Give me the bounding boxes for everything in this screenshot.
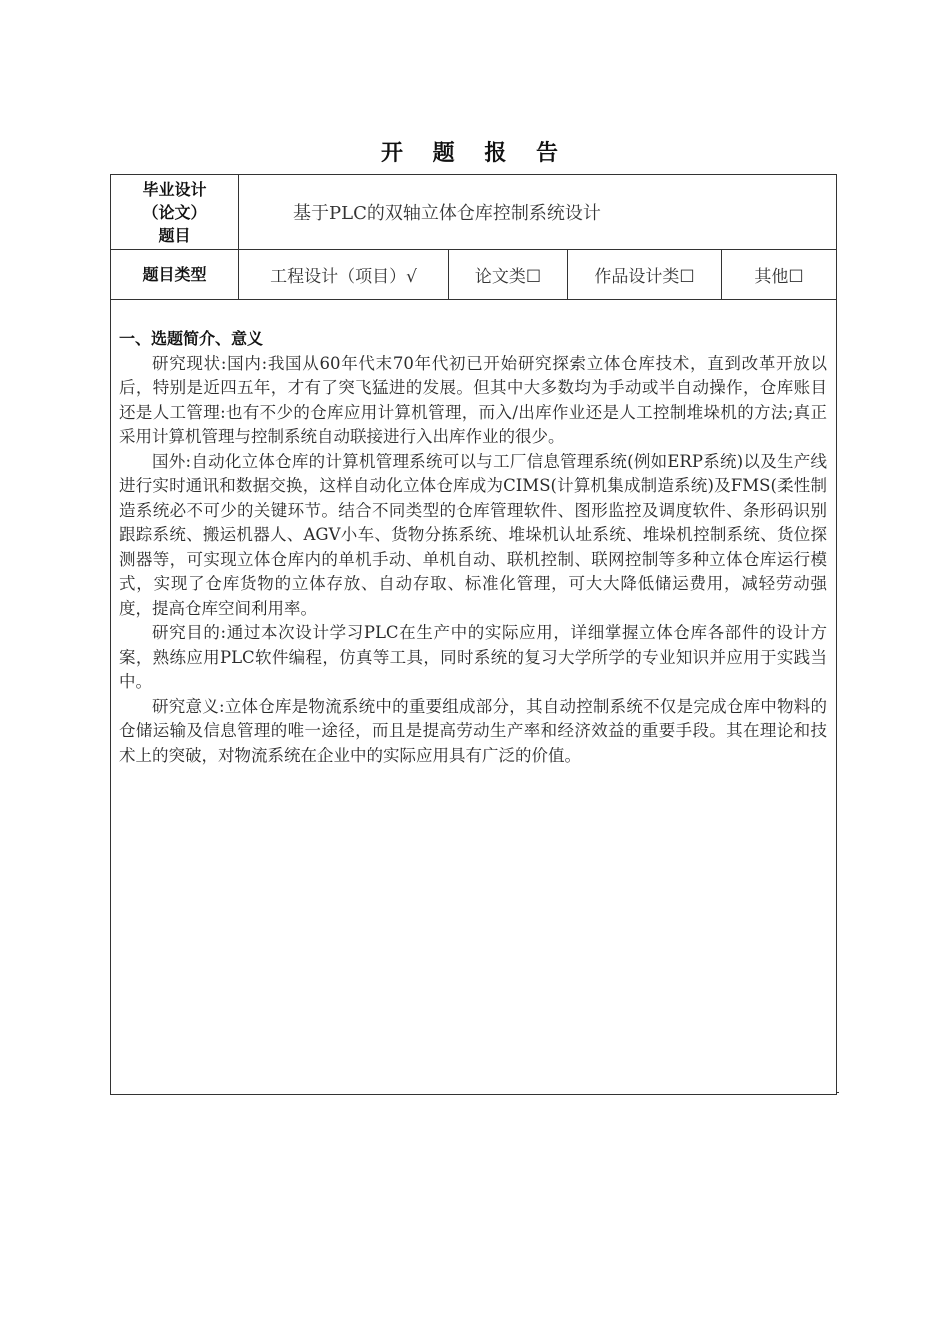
- type-option-thesis: 论文类☐: [474, 267, 542, 287]
- paragraph-research-significance: 研究意义:立体仓库是物流系统中的重要组成部分，其自动控制系统不仅是完成仓库中物料的仓储运输及信息管理的唯一途径，而且是提高劳动生产率和经济效益的重要手段。其在理论和技术上的突破，对物流系统在企业中的实际应用具有广泛的价值。: [119, 696, 827, 765]
- paragraph-research-status-domestic: 研究现状:国内:我国从60年代末70年代初已开始研究探索立体仓库技术，直到改革开放以后，特别是近四五年，才有了突飞猛进的发展。但其中大多数均为手动或半自动操作，仓库账目还是人工管理:也有不少的仓库应用计算机管理，而入/出库作业还是人工控制堆垛机的方法;真正采用计算机管理与控制系统自动联接进行入出库作业的很少。: [119, 353, 827, 446]
- topic-value: 基于PLC的双轴立体仓库控制系统设计: [293, 203, 601, 224]
- paragraph-research-purpose: 研究目的:通过本次设计学习PLC在生产中的实际应用，详细掌握立体仓库各部件的设计方案，熟练应用PLC软件编程，仿真等工具，同时系统的复习大学所学的专业知识并应用于实践当中。: [119, 623, 827, 691]
- type-option-other: 其他☐: [754, 267, 804, 287]
- type-option-work-design: 作品设计类☐: [594, 267, 695, 287]
- table-row-divider: [111, 299, 836, 300]
- proposal-table: [110, 174, 837, 1095]
- table-corner-mark: [836, 1092, 839, 1093]
- section-introduction: [119, 327, 827, 768]
- type-option-engineering-design: 工程设计（项目）√: [270, 267, 417, 287]
- topic-label: 毕业设计（论文）题目: [142, 179, 207, 245]
- section-heading: 一、选题简介、意义: [119, 329, 264, 348]
- page-title: 开 题 报 告: [381, 141, 569, 166]
- type-label: 题目类型: [142, 265, 207, 284]
- paragraph-research-status-foreign: 国外:自动化立体仓库的计算机管理系统可以与工厂信息管理系统(例如ERP系统)以及生产线进行实时通讯和数据交换，这样自动化立体仓库成为CIMS(计算机集成制造系统)及FMS(柔性制造系统必不可少的关键环节。结合不同类型的仓库管理软件、图形监控及调度软件、条形码识别跟踪系统、搬运机器人、AGV小车、货物分拣系统、堆垛机认址系统、堆垛机控制系统、货位探测器等，可实现立体仓库内的单机手动、单机自动、联机控制、联网控制等多种立体仓库运行模式，实现了仓库货物的立体存放、自动存取、标准化管理，可大大降低储运费用，减轻劳动强度，提高仓库空间利用率。: [119, 451, 827, 618]
